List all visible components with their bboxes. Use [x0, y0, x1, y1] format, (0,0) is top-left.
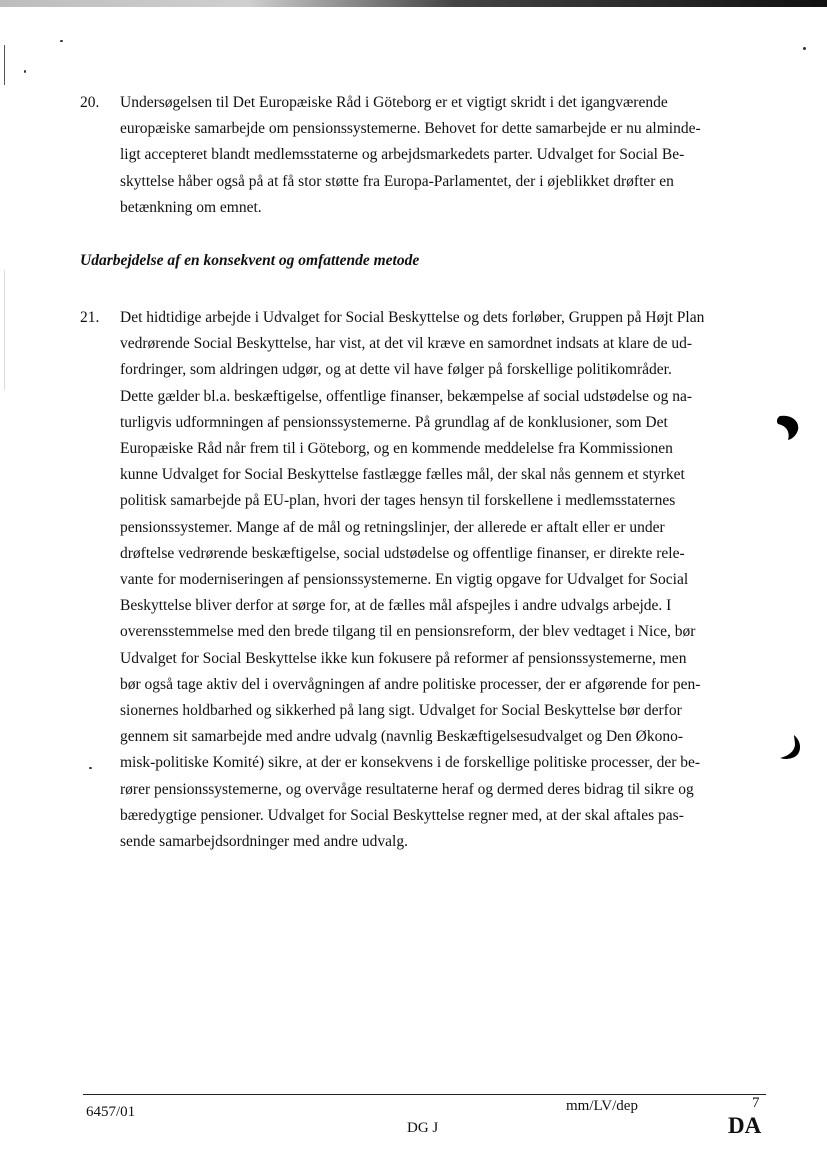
text-line: rører pensionssystemerne, og overvåge resultaterne heraf og dermed deres bidrag til sikre og	[120, 780, 694, 798]
text-line: sionernes holdbarhed og sikkerhed på lang sigt. Udvalget for Social Beskyttelse bør derfor	[120, 702, 682, 720]
text-line: Beskyttelse bliver derfor at sørge for, at de fælles mål afspejles i andre udvalgs arbejde. I	[120, 597, 672, 615]
text-line: Europæiske Råd når frem til i Göteborg, og en kommende meddelelse fra Kommissionen	[120, 440, 673, 458]
paragraph-number: 21.	[80, 309, 100, 326]
text-line: turligvis udformningen af pensionssystemerne. På grundlag af de konklusioner, som Det	[120, 413, 668, 431]
scan-speck	[89, 767, 92, 769]
paragraph-number: 20.	[80, 94, 100, 111]
text-line: Undersøgelsen til Det Europæiske Råd i Göteborg er et vigtigt skridt i det igangværende	[120, 94, 668, 111]
punch-hole-mark	[772, 412, 802, 442]
scan-speck	[803, 47, 806, 50]
text-line: pensionssystemer. Mange af de mål og retningslinjer, der allerede er aftalt eller er under	[120, 518, 665, 536]
text-line: europæiske samarbejde om pensionssystemerne. Behovet for dette samarbejde er nu alminde-	[120, 120, 701, 138]
text-line: bæredygtige pensioner. Udvalget for Social Beskyttelse regner med, at der skal aftales pas-	[120, 806, 684, 824]
text-line: fordringer, som aldringen udgør, og at dette vil have følger på forskellige politikområder.	[120, 361, 672, 379]
text-line: vante for moderniseringen af pensionssystemerne. En vigtig opgave for Udvalget for Social	[120, 571, 689, 589]
document-number: 6457/01	[86, 1104, 136, 1120]
directorate-code: DG J	[407, 1120, 439, 1136]
scan-speck	[60, 40, 63, 42]
language-code: DA	[728, 1113, 762, 1138]
footer-divider	[83, 1094, 766, 1095]
scan-left-mark	[4, 270, 5, 390]
text-line: ligt accepteret blandt medlemsstaterne og arbejdsmarkedets parter. Udvalget for Social Be-	[120, 146, 685, 164]
page-number: 7	[752, 1095, 760, 1111]
text-line: skyttelse håber også på at få stor støtte fra Europa-Parlamentet, der i øjeblikket drøfter en	[120, 172, 674, 190]
scan-top-edge	[0, 0, 827, 7]
paragraph-text	[120, 305, 780, 855]
scan-left-mark	[4, 45, 5, 85]
text-line: gennem sit samarbejde med andre udvalg (navnlig Beskæftigelsesudvalget og Den Økono-	[120, 728, 684, 746]
text-line: bør også tage aktiv del i overvågningen af andre politiske processer, der er afgørende for pen-	[120, 675, 701, 693]
text-line: overensstemmelse med den brede tilgang til en pensionsreform, der blev vedtaget i Nice, bør	[120, 623, 696, 641]
text-line: Dette gælder bl.a. beskæftigelse, offentlige finanser, bekæmpelse af social udstødelse og na-	[120, 387, 693, 405]
text-line: betænkning om emnet.	[120, 198, 262, 216]
text-line: misk-politiske Komité) sikre, at der er konsekvens i de forskellige politiske processer, der be-	[120, 754, 701, 772]
text-line: drøftelse vedrørende beskæftigelse, social udstødelse og offentlige finanser, er direkte rele-	[120, 544, 685, 562]
text-line: vedrørende Social Beskyttelse, har vist, at det vil kræve en samordnet indsats at klare de ud-	[120, 335, 693, 353]
text-line: Udvalget for Social Beskyttelse ikke kun fokusere på reformer af pensionssystemerne, men	[120, 649, 687, 667]
scan-speck	[24, 70, 26, 73]
punch-hole-mark	[776, 732, 806, 762]
text-line: kunne Udvalget for Social Beskyttelse fastlægge fælles mål, der skal nås gennem et styrket	[120, 466, 685, 484]
section-heading: Udarbejdelse af en konsekvent og omfattende metode	[80, 252, 420, 269]
paragraph-text	[120, 90, 780, 221]
text-line: Det hidtidige arbejde i Udvalget for Social Beskyttelse og dets forløber, Gruppen på Højt Plan	[120, 309, 705, 326]
text-line: sende samarbejdsordninger med andre udvalg.	[120, 833, 408, 851]
author-initials: mm/LV/dep	[566, 1098, 638, 1114]
text-line: politisk samarbejde på EU-plan, hvori der tages hensyn til forskellene i medlemsstaternes	[120, 492, 676, 510]
